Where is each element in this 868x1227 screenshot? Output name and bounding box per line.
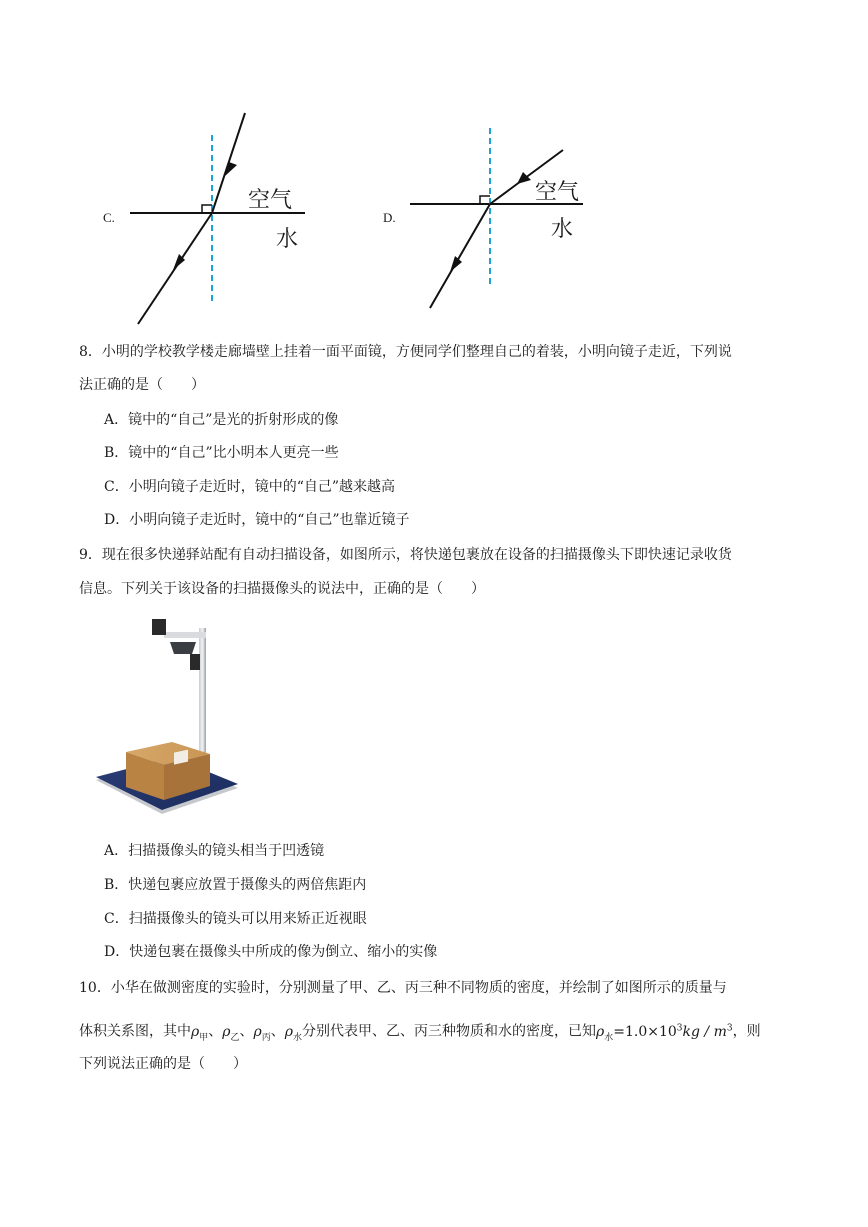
- q9-option-b: B．快递包裹应放置于摄像头的两倍焦距内: [104, 877, 367, 893]
- q8-option-b: B．镜中的“自己”比小明本人更亮一些: [104, 445, 339, 461]
- figure-d-water-label: 水: [551, 217, 574, 242]
- figure-c-air-label: 空气: [248, 188, 293, 213]
- figure-d-air-label: 空气: [535, 180, 580, 205]
- figure-d-incident-arrow: [517, 172, 531, 184]
- figure-d-right-angle-mark: [480, 196, 490, 204]
- scanner-camera-top: [152, 619, 166, 635]
- figure-c-refracted-ray: [138, 213, 212, 324]
- rho-jia: $\rho_甲$: [191, 1023, 209, 1043]
- figure-c-incident-ray: [212, 113, 245, 213]
- q9-option-d: D．快递包裹在摄像头中所成的像为倒立、缩小的实像: [104, 944, 438, 960]
- water-density-formula: $\rho_水=1.0\times 10^3kg / m^3$: [596, 1023, 733, 1043]
- scanner-head: [170, 642, 196, 654]
- q10-stem-line1: 10．小华在做测密度的实验时，分别测量了甲、乙、丙三种不同物质的密度，并绘制了如图所示的质量与: [79, 980, 727, 996]
- figure-d-label: D.: [383, 210, 396, 225]
- figure-c-water-label: 水: [276, 227, 299, 252]
- figure-d-refracted-arrow: [450, 256, 462, 272]
- q8-stem-line1: 8．小明的学校教学楼走廊墙壁上挂着一面平面镜，方便同学们整理自己的着装，小明向镜子走近，下列说: [79, 344, 732, 360]
- figure-d-refracted-ray: [430, 204, 490, 308]
- scanner-side-unit: [190, 654, 200, 670]
- q10-stem-line3: 下列说法正确的是（ ）: [79, 1056, 247, 1072]
- q8-option-c: C．小明向镜子走近时，镜中的“自己”越来越高: [104, 479, 396, 495]
- scanner-arm: [164, 632, 206, 638]
- q8-option-d: D．小明向镜子走近时，镜中的“自己”也靠近镜子: [104, 512, 410, 528]
- rho-shui-a: $\rho_水$: [284, 1023, 302, 1043]
- q9-option-a: A．扫描摄像头的镜头相当于凹透镜: [104, 843, 325, 859]
- q8-stem-line2: 法正确的是（ ）: [79, 377, 205, 393]
- q10-stem-line2: 体积关系图，其中$\rho_甲$、$\rho_乙$、$\rho_丙$、$\rho_水$分别代表甲、乙、丙三种物质和水的密度，已知$\rho_水=1.0\times 10^3kg / m^3$，则: [79, 1023, 761, 1043]
- figure-c-diagram: [125, 110, 315, 330]
- q9-stem-line1: 9．现在很多快递驿站配有自动扫描设备，如图所示，将快递包裹放在设备的扫描摄像头下即快速记录收货: [79, 547, 732, 563]
- figure-c-right-angle-mark: [202, 205, 212, 213]
- q9-stem-line2: 信息。下列关于该设备的扫描摄像头的说法中，正确的是（ ）: [79, 581, 485, 597]
- q8-option-a: A．镜中的“自己”是光的折射形成的像: [104, 412, 339, 428]
- rho-bing: $\rho_丙$: [253, 1023, 271, 1043]
- scanner-device-photo: [92, 614, 242, 819]
- figure-c-label: C.: [103, 210, 115, 225]
- q9-option-c: C．扫描摄像头的镜头可以用来矫正近视眼: [104, 911, 367, 927]
- rho-yi: $\rho_乙$: [222, 1023, 240, 1043]
